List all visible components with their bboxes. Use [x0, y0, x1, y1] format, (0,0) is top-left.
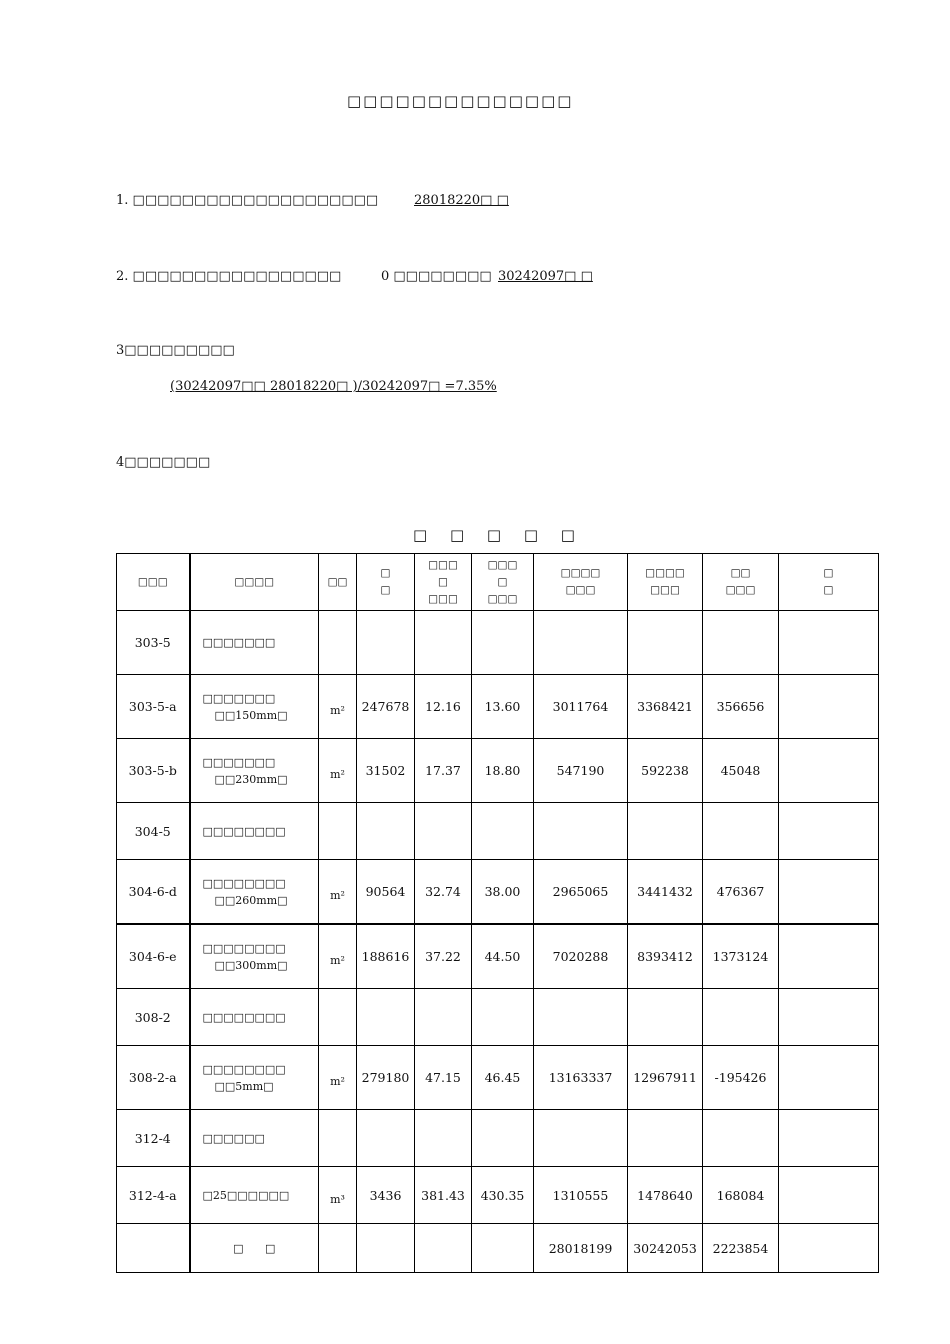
note-cell: [779, 1046, 879, 1110]
a1-cell: 7020288: [534, 924, 628, 989]
unit-cell: m²: [319, 739, 357, 803]
item-name-line: □□□□□□□□: [202, 824, 286, 838]
a1-cell: 1310555: [534, 1167, 628, 1224]
a2-cell: 12967911: [628, 1046, 703, 1110]
p2-cell: 430.35: [472, 1167, 534, 1224]
header-cell: [472, 554, 534, 611]
a2-cell: [628, 1110, 703, 1167]
note-cell: [779, 675, 879, 739]
p1-cell: 12.16: [415, 675, 472, 739]
code-cell: 312-4: [117, 1110, 190, 1167]
unit-cell: [319, 611, 357, 675]
diff-cell: [703, 1110, 779, 1167]
total-a1-cell: 28018199: [534, 1224, 628, 1273]
item-name-line: □□□□□□□: [202, 691, 276, 705]
item-spec-line: □□300mm□: [214, 958, 288, 972]
p1-cell: [415, 989, 472, 1046]
header-cell: □□□: [117, 554, 190, 611]
header-cell: [534, 554, 628, 611]
item-name-cell: [190, 1167, 319, 1224]
table-row: [117, 1167, 879, 1224]
qty-cell: 188616: [357, 924, 415, 989]
p1-cell: [415, 1110, 472, 1167]
item-name-line: □□□□□□□: [202, 636, 276, 649]
item-spec-line: □□260mm□: [214, 893, 288, 907]
p1-cell: 47.15: [415, 1046, 472, 1110]
header-line: □□□□: [560, 567, 601, 579]
code-cell: 308-2: [117, 989, 190, 1046]
qty-cell: [357, 1110, 415, 1167]
header-line: □□□: [428, 592, 458, 605]
header-line: □□□: [487, 592, 518, 605]
qty-cell: 247678: [357, 675, 415, 739]
comparison-table: [116, 553, 879, 1273]
item-3-formula: (30242097□□ 28018220□ )/30242097□ =7.35%: [170, 379, 497, 394]
code-cell: 304-6-e: [117, 924, 190, 989]
a1-cell: 2965065: [534, 860, 628, 925]
a2-cell: [628, 611, 703, 675]
diff-cell: [703, 611, 779, 675]
a2-cell: 592238: [628, 739, 703, 803]
p1-cell: 32.74: [415, 860, 472, 925]
p2-cell: 18.80: [472, 739, 534, 803]
code-cell: 308-2-a: [117, 1046, 190, 1110]
total-diff-cell: 2223854: [703, 1224, 779, 1273]
diff-cell: 45048: [703, 739, 779, 803]
p2-cell: [472, 803, 534, 860]
code-cell: 303-5-b: [117, 739, 190, 803]
header-cell: [779, 554, 879, 611]
qty-cell: [357, 611, 415, 675]
note-cell: [779, 1110, 879, 1167]
table-row: [117, 1046, 879, 1110]
item-name-cell: [190, 989, 319, 1046]
table-row: [117, 860, 879, 925]
diff-cell: [703, 803, 779, 860]
code-cell: 312-4-a: [117, 1167, 190, 1224]
table-row: [117, 924, 879, 989]
p2-cell: [472, 1110, 534, 1167]
code-cell: 303-5: [117, 611, 190, 675]
note-cell: [779, 989, 879, 1046]
item-name-line: □□□□□□□□: [202, 1010, 286, 1024]
item-4-label: 4□□□□□□□: [116, 455, 211, 470]
item-spec-line: □□150mm□: [214, 708, 288, 722]
table-title: □ □ □ □ □: [413, 526, 577, 544]
header-cell: [357, 554, 415, 611]
item-name-cell: [190, 1110, 319, 1167]
header-line: □: [380, 584, 391, 596]
qty-cell: [357, 803, 415, 860]
total-a2-cell: 30242053: [628, 1224, 703, 1273]
a2-cell: 3441432: [628, 860, 703, 925]
diff-cell: 1373124: [703, 924, 779, 989]
diff-cell: 168084: [703, 1167, 779, 1224]
code-cell: 303-5-a: [117, 675, 190, 739]
item-name-cell: [190, 739, 319, 803]
table-row: [117, 1110, 879, 1167]
p2-cell: 13.60: [472, 675, 534, 739]
qty-cell: 279180: [357, 1046, 415, 1110]
a2-cell: 1478640: [628, 1167, 703, 1224]
note-cell: [779, 803, 879, 860]
unit-cell: m²: [319, 860, 357, 925]
item-name-line: □□□□□□: [202, 1131, 265, 1145]
note-cell: [779, 739, 879, 803]
code-cell: 304-6-d: [117, 860, 190, 925]
qty-cell: 3436: [357, 1167, 415, 1224]
p2-cell: 38.00: [472, 860, 534, 925]
a2-cell: [628, 989, 703, 1046]
item-spec-line: □□5mm□: [214, 1079, 274, 1093]
empty-cell: [357, 1224, 415, 1273]
table-row: [117, 739, 879, 803]
header-line: □: [823, 584, 834, 596]
p1-cell: 381.43: [415, 1167, 472, 1224]
a1-cell: 13163337: [534, 1046, 628, 1110]
item-2-label: 2. □□□□□□□□□□□□□□□□□: [116, 269, 342, 284]
header-line: □□□: [725, 584, 756, 596]
item-name-cell: [190, 1046, 319, 1110]
header-line: □□□: [487, 558, 518, 571]
a2-cell: [628, 803, 703, 860]
item-name-line: □□□□□□□: [202, 755, 276, 769]
header-line: □□□□: [645, 567, 685, 579]
diff-cell: 356656: [703, 675, 779, 739]
item-name-line: □□□□□□□□: [202, 1062, 286, 1076]
unit-cell: [319, 1110, 357, 1167]
item-name-line: □□□□□□□□: [202, 876, 286, 890]
header-line: □□□: [565, 584, 596, 596]
note-cell: [779, 611, 879, 675]
table-row: [117, 675, 879, 739]
diff-cell: 476367: [703, 860, 779, 925]
p2-cell: 46.45: [472, 1046, 534, 1110]
table-total-row: [117, 1224, 879, 1273]
item-name-cell: [190, 860, 319, 925]
page-title: □□□□□□□□□□□□□□: [347, 92, 574, 110]
p1-cell: 37.22: [415, 924, 472, 989]
table-row: [117, 803, 879, 860]
unit-cell: [319, 803, 357, 860]
code-cell: 304-5: [117, 803, 190, 860]
header-line: □□: [730, 567, 751, 579]
p1-cell: [415, 803, 472, 860]
header-cell: [415, 554, 472, 611]
diff-cell: -195426: [703, 1046, 779, 1110]
a2-cell: 8393412: [628, 924, 703, 989]
header-line: □: [497, 575, 508, 588]
total-label-cell: □ □: [190, 1224, 319, 1273]
a1-cell: [534, 989, 628, 1046]
item-name-line: □25□□□□□□: [202, 1188, 290, 1202]
p1-cell: 17.37: [415, 739, 472, 803]
header-cell: [628, 554, 703, 611]
empty-cell: [117, 1224, 190, 1273]
header-cell: □□: [319, 554, 357, 611]
a1-cell: 547190: [534, 739, 628, 803]
empty-cell: [472, 1224, 534, 1273]
item-name-cell: [190, 803, 319, 860]
note-cell: [779, 1167, 879, 1224]
qty-cell: [357, 989, 415, 1046]
empty-cell: [319, 1224, 357, 1273]
table-header-row: [117, 554, 879, 611]
empty-cell: [415, 1224, 472, 1273]
p1-cell: [415, 611, 472, 675]
header-line: □: [438, 575, 448, 588]
table-row: [117, 611, 879, 675]
empty-cell: [779, 1224, 879, 1273]
item-name-cell: [190, 924, 319, 989]
item-name-cell: [190, 611, 319, 675]
item-3-label: 3□□□□□□□□□: [116, 343, 235, 358]
item-name-cell: [190, 675, 319, 739]
header-line: □□□: [650, 584, 680, 596]
item-2-value: 30242097□ □: [498, 269, 593, 284]
unit-cell: [319, 989, 357, 1046]
header-line: □: [823, 567, 834, 579]
header-cell: [703, 554, 779, 611]
a2-cell: 3368421: [628, 675, 703, 739]
unit-cell: m²: [319, 675, 357, 739]
unit-cell: m²: [319, 1046, 357, 1110]
item-spec-line: □□230mm□: [214, 772, 288, 786]
unit-cell: m²: [319, 924, 357, 989]
a1-cell: [534, 1110, 628, 1167]
item-1-value: 28018220□ □: [414, 193, 509, 208]
unit-cell: m³: [319, 1167, 357, 1224]
header-line: □□□: [428, 558, 458, 571]
diff-cell: [703, 989, 779, 1046]
note-cell: [779, 924, 879, 989]
table-row: [117, 989, 879, 1046]
p2-cell: 44.50: [472, 924, 534, 989]
item-name-line: □□□□□□□□: [202, 941, 286, 955]
a1-cell: 3011764: [534, 675, 628, 739]
item-1-label: 1. □□□□□□□□□□□□□□□□□□□□: [116, 193, 379, 208]
qty-cell: 90564: [357, 860, 415, 925]
p2-cell: [472, 989, 534, 1046]
a1-cell: [534, 611, 628, 675]
note-cell: [779, 860, 879, 925]
qty-cell: 31502: [357, 739, 415, 803]
header-line: □: [380, 567, 391, 579]
p2-cell: [472, 611, 534, 675]
item-2-mid: 0 □□□□□□□□: [381, 269, 492, 284]
header-cell: □□□□: [190, 554, 319, 611]
a1-cell: [534, 803, 628, 860]
